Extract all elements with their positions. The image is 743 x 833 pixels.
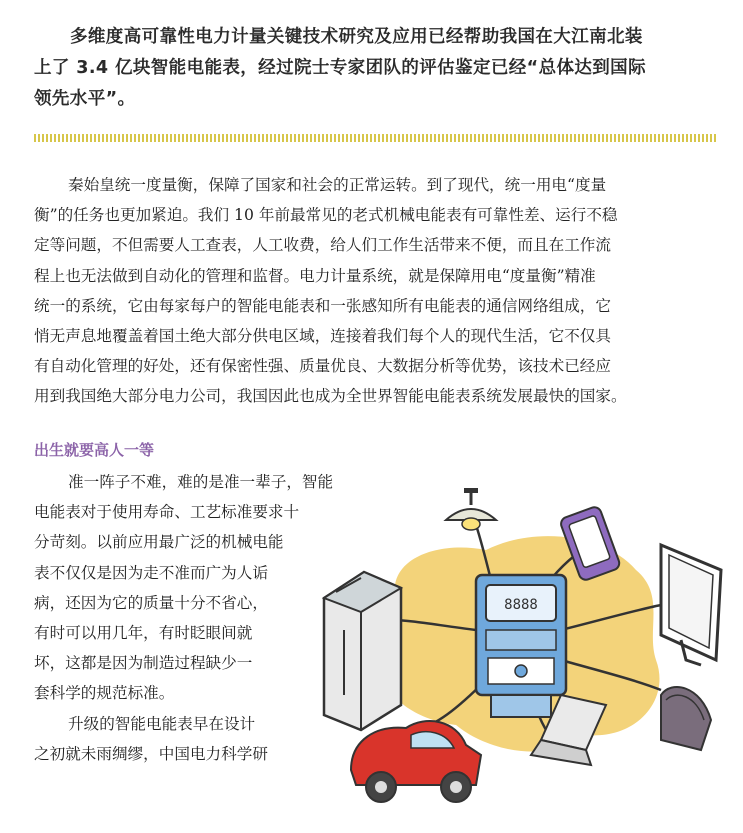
body-line: 用到我国绝大部分电力公司，我国因此也成为全世界智能电能表系统发展最快的国家。	[34, 387, 627, 406]
lead-paragraph	[34, 22, 724, 115]
body-line: 衡”的任务也更加紧迫。我们 10 年前最常见的老式机械电能表有可靠性差、运行不稳	[34, 206, 618, 225]
section-line: 升级的智能电能表早在设计	[68, 714, 256, 733]
meter-display: 8888	[504, 597, 538, 613]
monitor-icon	[661, 545, 721, 665]
section-heading: 出生就要高人一等	[34, 441, 155, 459]
section-line: 电能表对于使用寿命、工艺标准要求十	[34, 503, 300, 522]
body-line: 统一的系统，它由每家每户的智能电能表和一张感知所有电能表的通信网络组成，它	[34, 296, 611, 315]
section-line: 之初就未雨绸缪，中国电力科学研	[34, 744, 268, 763]
lead-line: 领先水平”。	[34, 89, 136, 109]
section-line: 准一阵子不难，难的是准一辈子，智能	[68, 473, 334, 491]
body-line: 程上也无法做到自动化的管理和监督。电力计量系统，就是保障用电“度量衡”精准	[34, 266, 596, 285]
lead-line: 上了 3.4 亿块智能电能表，经过院士专家团队的评估鉴定已经“总体达到国际	[34, 58, 646, 78]
section-line: 分苛刻。以前应用最广泛的机械电能	[34, 533, 284, 552]
section-column	[34, 467, 364, 769]
section-line: 表不仅仅是因为走不准而广为人诟	[34, 563, 268, 582]
washing-machine-icon	[324, 572, 401, 730]
section-line: 坏，这都是因为制造过程缺少一	[34, 654, 253, 673]
smart-meter-illustration	[316, 480, 736, 820]
section-line: 套科学的规范标准。	[34, 684, 175, 703]
dotted-divider	[34, 134, 718, 142]
body-line: 悄无声息地覆盖着国土绝大部分供电区域，连接着我们每个人的现代生活，它不仅具	[34, 327, 611, 346]
section-line: 病，还因为它的质量十分不省心，	[34, 593, 268, 612]
body-line: 秦始皇统一度量衡，保障了国家和社会的正常运转。到了现代，统一用电“度量	[68, 176, 607, 194]
lead-line: 多维度高可靠性电力计量关键技术研究及应用已经帮助我国在大江南北装	[70, 27, 643, 47]
body-paragraph	[34, 170, 724, 412]
section-line: 有时可以用几年，有时眨眼间就	[34, 624, 253, 643]
lamp-icon	[446, 488, 496, 530]
body-line: 定等问题，不但需要人工查表，人工收费，给人们工作生活带来不便，而且在工作流	[34, 236, 611, 255]
iron-icon	[661, 687, 711, 750]
smart-meter-icon	[476, 575, 566, 717]
car-icon	[351, 721, 481, 802]
body-line: 有自动化管理的好处，还有保密性强、质量优良、大数据分析等优势，该技术已经应	[34, 357, 611, 376]
